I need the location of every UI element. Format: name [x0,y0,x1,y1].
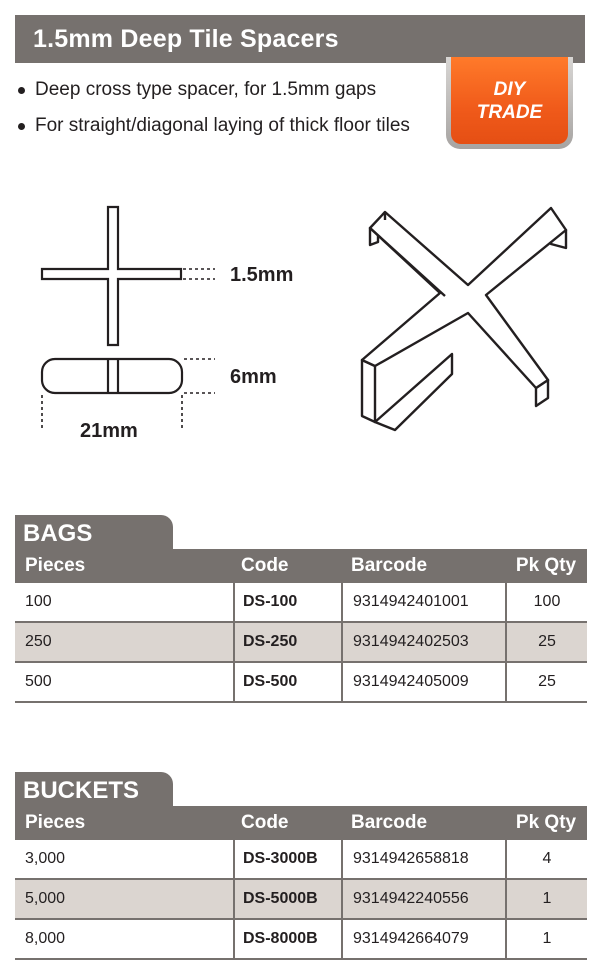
thickness-label: 1.5mm [230,264,294,286]
length-label: 21mm [80,420,138,442]
col-pieces-header: Pieces [25,812,86,833]
pieces-cell: 100 [25,593,52,610]
pkqty-cell: 1 [505,920,587,958]
feature-text: Deep cross type spacer, for 1.5mm gaps [35,79,377,100]
badge-line-trade: TRADE [476,101,543,123]
code-cell: DS-5000B [233,880,341,918]
pieces-cell: 500 [25,673,52,690]
feature-text: For straight/diagonal laying of thick floor tiles [35,115,410,136]
col-pieces-header: Pieces [25,555,86,576]
bags-heading: BAGS [15,515,173,549]
table-header [15,549,587,583]
bullet-icon [18,123,25,130]
table-row [15,663,587,703]
depth-label: 6mm [230,366,277,388]
barcode-cell: 9314942402503 [341,623,505,661]
code-cell: DS-500 [233,663,341,701]
barcode-cell: 9314942240556 [341,880,505,918]
spacer-diagram [0,190,600,460]
pkqty-cell: 1 [505,880,587,918]
col-code-header: Code [241,555,289,576]
bullet-icon [18,87,25,94]
code-cell: DS-100 [233,583,341,621]
col-pkqty-header: Pk Qty [515,812,577,833]
feature-item [18,72,438,108]
pieces-cell: 8,000 [25,930,66,947]
table-row [15,583,587,623]
diy-trade-badge [446,57,573,149]
table-row [15,880,587,920]
feature-item [18,108,438,144]
pieces-cell: 3,000 [25,850,66,867]
bags-table [15,549,587,703]
pieces-cell: 5,000 [25,890,66,907]
page-title: 1.5mm Deep Tile Spacers [15,15,585,63]
col-pkqty-header: Pk Qty [515,555,577,576]
col-barcode-header: Barcode [351,555,428,576]
buckets-heading: BUCKETS [15,772,173,806]
pkqty-cell: 100 [505,583,587,621]
code-cell: DS-8000B [233,920,341,958]
table-row [15,623,587,663]
barcode-cell: 9314942658818 [341,840,505,878]
badge-line-diy: DIY [493,78,526,100]
table-row [15,920,587,960]
barcode-cell: 9314942664079 [341,920,505,958]
pieces-cell: 250 [25,633,52,650]
pkqty-cell: 25 [505,663,587,701]
pkqty-cell: 25 [505,623,587,661]
col-code-header: Code [241,812,289,833]
barcode-cell: 9314942401001 [341,583,505,621]
pkqty-cell: 4 [505,840,587,878]
code-cell: DS-3000B [233,840,341,878]
table-header [15,806,587,840]
buckets-table [15,806,587,960]
code-cell: DS-250 [233,623,341,661]
barcode-cell: 9314942405009 [341,663,505,701]
table-row [15,840,587,880]
col-barcode-header: Barcode [351,812,428,833]
feature-list [18,72,438,144]
